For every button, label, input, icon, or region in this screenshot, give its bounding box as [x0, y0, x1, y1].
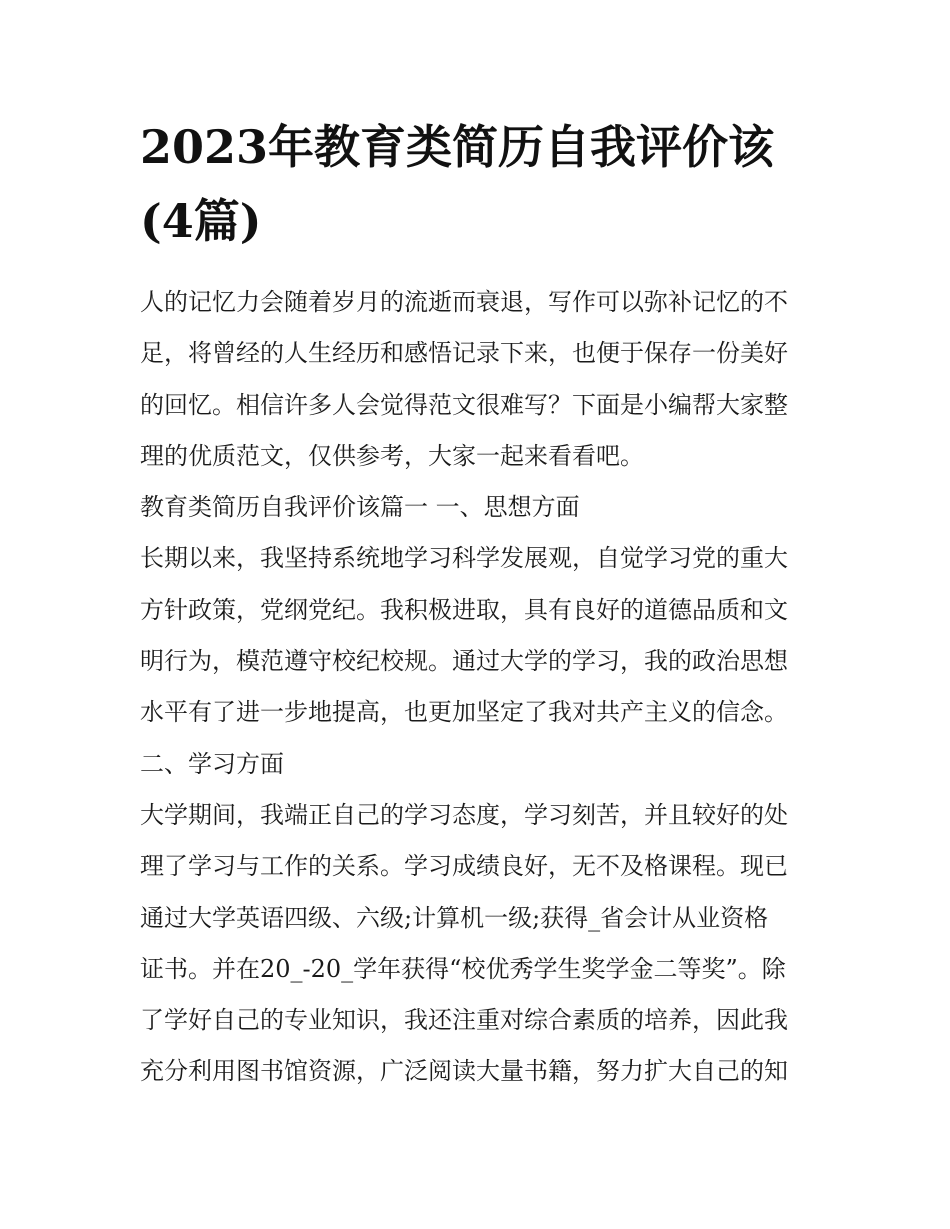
- body-line: 理的优质范文，仅供参考，大家一起来看看吧。: [140, 441, 644, 470]
- body-line: 明行为，模范遵守校纪校规。通过大学的学习，我的政治思想: [140, 647, 788, 676]
- body-line: 大学期间，我端正自己的学习态度，学习刻苦，并且较好的处: [140, 800, 788, 829]
- title-line-1: 2023年教育类简历自我评价该: [140, 120, 775, 174]
- body-line: 水平有了进一步地提高，也更加坚定了我对共产主义的信念。: [140, 698, 788, 727]
- section-heading-line: 教育类简历自我评价该篇一 一、思想方面: [140, 493, 580, 522]
- title-line-2: (4篇): [140, 194, 262, 248]
- document-body: [140, 277, 820, 1098]
- body-line: 方针政策，党纲党纪。我积极进取，具有良好的道德品质和文: [140, 595, 788, 624]
- body-line: 通过大学英语四级、六级;计算机一级;获得_省会计从业资格: [140, 903, 769, 932]
- document-title: [140, 110, 820, 258]
- body-line: 了学好自己的专业知识，我还注重对综合素质的培养，因此我: [140, 1006, 788, 1035]
- section-heading-line: 二、学习方面: [140, 749, 284, 778]
- body-line: 理了学习与工作的关系。学习成绩良好，无不及格课程。现已: [140, 852, 788, 881]
- body-line: 充分利用图书馆资源，广泛阅读大量书籍，努力扩大自己的知: [140, 1057, 788, 1086]
- body-line: 长期以来，我坚持系统地学习科学发展观，自觉学习党的重大: [140, 544, 788, 573]
- body-line: 人的记忆力会随着岁月的流逝而衰退，写作可以弥补记忆的不: [140, 288, 788, 316]
- body-line: 足，将曾经的人生经历和感悟记录下来，也便于保存一份美好: [140, 339, 788, 368]
- body-line: 的回忆。相信许多人会觉得范文很难写？下面是小编帮大家整: [140, 390, 788, 419]
- body-line: 证书。并在20_-20_学年获得“校优秀学生奖学金二等奖”。除: [140, 954, 786, 983]
